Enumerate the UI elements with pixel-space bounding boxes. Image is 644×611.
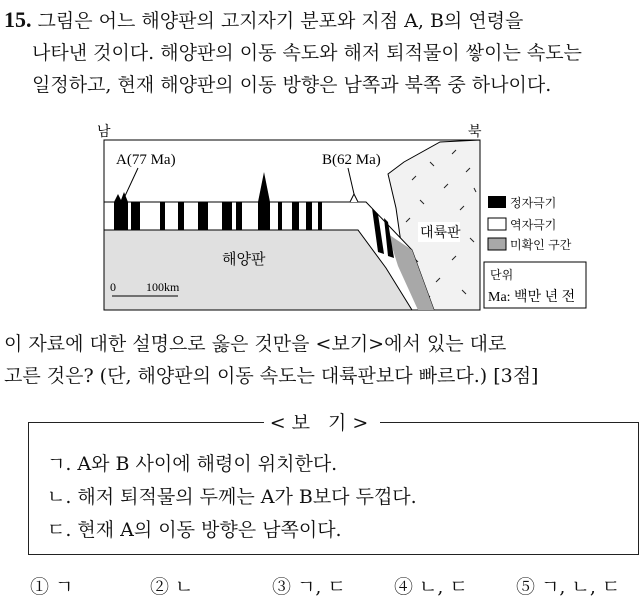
prompt-line-1: 이 자료에 대한 설명으로 옳은 것만을 <보기>에서 있는 대로	[4, 333, 507, 355]
choice-3[interactable]: ③ ㄱ, ㄷ	[272, 576, 346, 598]
legend-normal-swatch	[488, 196, 506, 208]
north-label: 북	[468, 123, 482, 139]
bogi-item-3: ㄷ. 현재 A의 이동 방향은 남쪽이다.	[47, 519, 342, 541]
paleomagnetism-figure	[0, 118, 644, 318]
prompt-line-2: 고른 것은? (단, 해양판의 이동 속도는 대륙판보다 빠르다.) [3점]	[4, 365, 539, 387]
choice-4[interactable]: ④ ㄴ, ㄷ	[394, 576, 468, 598]
choice-2[interactable]: ② ㄴ	[150, 576, 194, 598]
question-line-1: 그림은 어느 해양판의 고지자기 분포와 지점 A, B의 연령을	[37, 10, 524, 32]
question-text	[4, 4, 640, 101]
point-b-label: B(62 Ma)	[322, 152, 381, 168]
unit-title: 단위	[490, 268, 514, 282]
south-label: 남	[97, 123, 111, 139]
legend-reverse-swatch	[488, 218, 506, 230]
scale-end: 100km	[146, 280, 180, 294]
legend-normal-label: 정자극기	[510, 196, 557, 210]
question-line-3: 일정하고, 현재 해양판의 이동 방향은 남쪽과 북쪽 중 하나이다.	[32, 74, 552, 96]
choice-1[interactable]: ① ㄱ	[30, 576, 74, 598]
scale-zero: 0	[110, 280, 116, 294]
legend-reverse-label: 역자극기	[510, 218, 557, 232]
continental-plate-label: 대륙판	[420, 224, 461, 240]
unit-text: Ma: 백만 년 전	[488, 290, 576, 305]
bogi-box	[28, 422, 639, 555]
oceanic-plate-label: 해양판	[222, 251, 266, 268]
bogi-title: <보 기>	[264, 412, 381, 434]
bogi-title-row	[0, 408, 644, 435]
legend-unknown-swatch	[488, 238, 506, 250]
question-line-2: 나타낸 것이다. 해양판의 이동 속도와 해저 퇴적물이 쌓이는 속도는	[32, 42, 582, 64]
choice-5[interactable]: ⑤ ㄱ, ㄴ, ㄷ	[516, 576, 621, 598]
legend-unknown-label: 미확인 구간	[510, 238, 572, 252]
bogi-item-2: ㄴ. 해저 퇴적물의 두께는 A가 B보다 두껍다.	[47, 486, 417, 508]
point-a-label: A(77 Ma)	[116, 152, 176, 168]
bogi-item-1: ㄱ. A와 B 사이에 해령이 위치한다.	[47, 453, 338, 475]
question-number: 15.	[4, 7, 32, 32]
prompt-text	[4, 328, 640, 392]
